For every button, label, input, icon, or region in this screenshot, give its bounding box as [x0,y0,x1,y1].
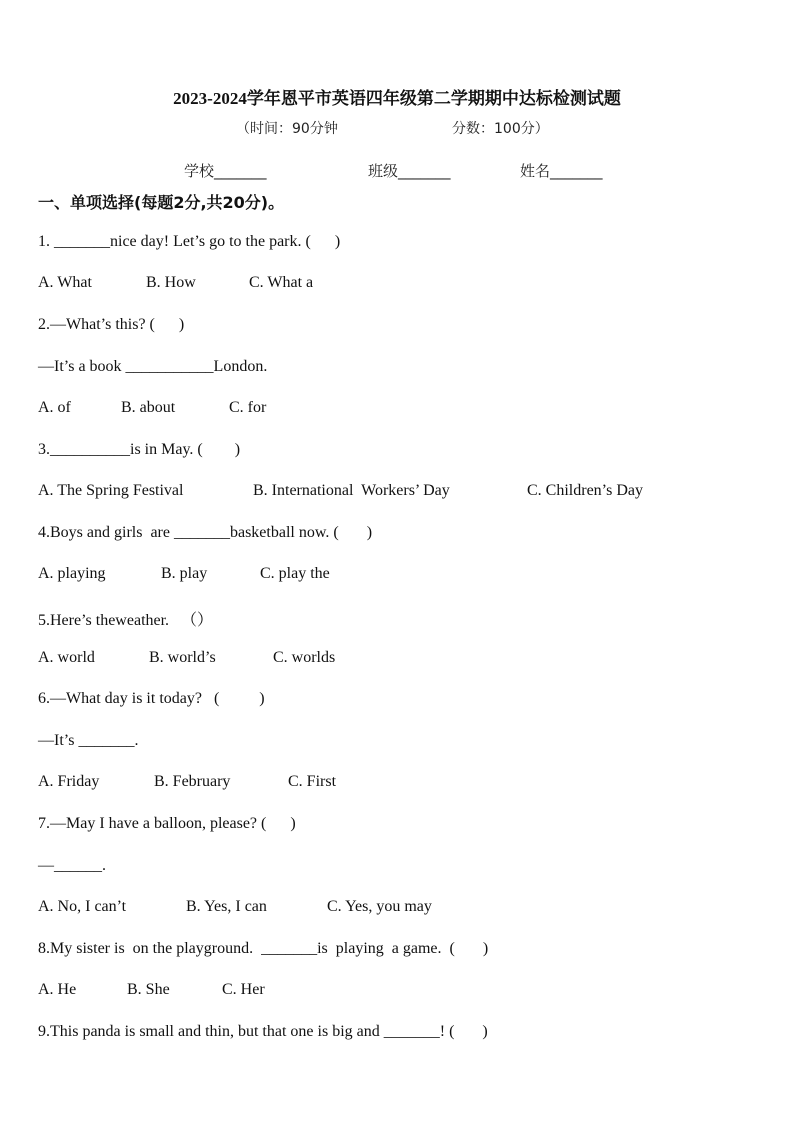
question-6: 6.—What day is it today? ( ) [38,690,265,707]
q3-option-c: C. Children’s Day [527,482,643,499]
school-field: 学校_______ [184,162,267,180]
q5-option-a: A. world [38,649,95,666]
class-field: 班级_______ [368,162,451,180]
question-3: 3.__________is in May. ( ) [38,441,241,458]
exam-score: 分数：100分） [452,121,549,137]
q1-option-c: C. What a [249,274,314,291]
question-7: 7.—May I have a balloon, please? ( ) [38,815,296,832]
question-8: 8.My sister is on the playground. _______is playing a game. ( ) [38,940,489,957]
q8-option-b: B. She [127,981,170,998]
question-1: 1. _______nice day! Let’s go to the park. ( ) [38,233,341,250]
question-5: 5.Here’s theweather. （） [38,612,214,629]
q4-option-c: C. play the [260,565,330,582]
q6-option-b: B. February [154,773,231,790]
q8-option-a: A. He [38,981,77,998]
exam-time: （时间：90分钟 [236,121,338,137]
question-4: 4.Boys and girls are _______basketball now. ( ) [38,524,373,541]
question-2: 2.—What’s this? ( ) [38,316,185,333]
q2-option-b: B. about [121,399,176,416]
q3-option-a: A. The Spring Festival [38,482,184,499]
q4-option-a: A. playing [38,565,106,582]
q6-option-c: C. First [288,773,337,790]
question-9: 9.This panda is small and thin, but that one is big and _______! ( ) [38,1023,488,1040]
q4-option-b: B. play [161,565,208,582]
q2-option-a: A. of [38,399,71,416]
q5-option-c: C. worlds [273,649,336,666]
q1-option-b: B. How [146,274,196,291]
question-6-answer-line: —It’s _______. [38,732,139,749]
q7-option-c: C. Yes, you may [327,898,432,915]
q7-option-b: B. Yes, I can [186,898,267,915]
q3-option-b: B. International Workers’ Day [253,482,450,499]
q7-option-a: A. No, I can’t [38,898,127,915]
q8-option-c: C. Her [222,981,265,998]
q2-option-c: C. for [229,399,267,416]
exam-title: 2023-2024学年恩平市英语四年级第二学期期中达标检测试题 [173,89,621,108]
name-field: 姓名_______ [520,162,603,180]
q5-option-b: B. world’s [149,649,216,666]
q6-option-a: A. Friday [38,773,100,790]
section-heading: 一、单项选择(每题2分,共20分)。 [38,193,285,212]
question-7-answer-line: —______. [38,857,106,874]
q1-option-a: A. What [38,274,92,291]
question-2-answer-line: —It’s a book ___________London. [38,358,268,375]
